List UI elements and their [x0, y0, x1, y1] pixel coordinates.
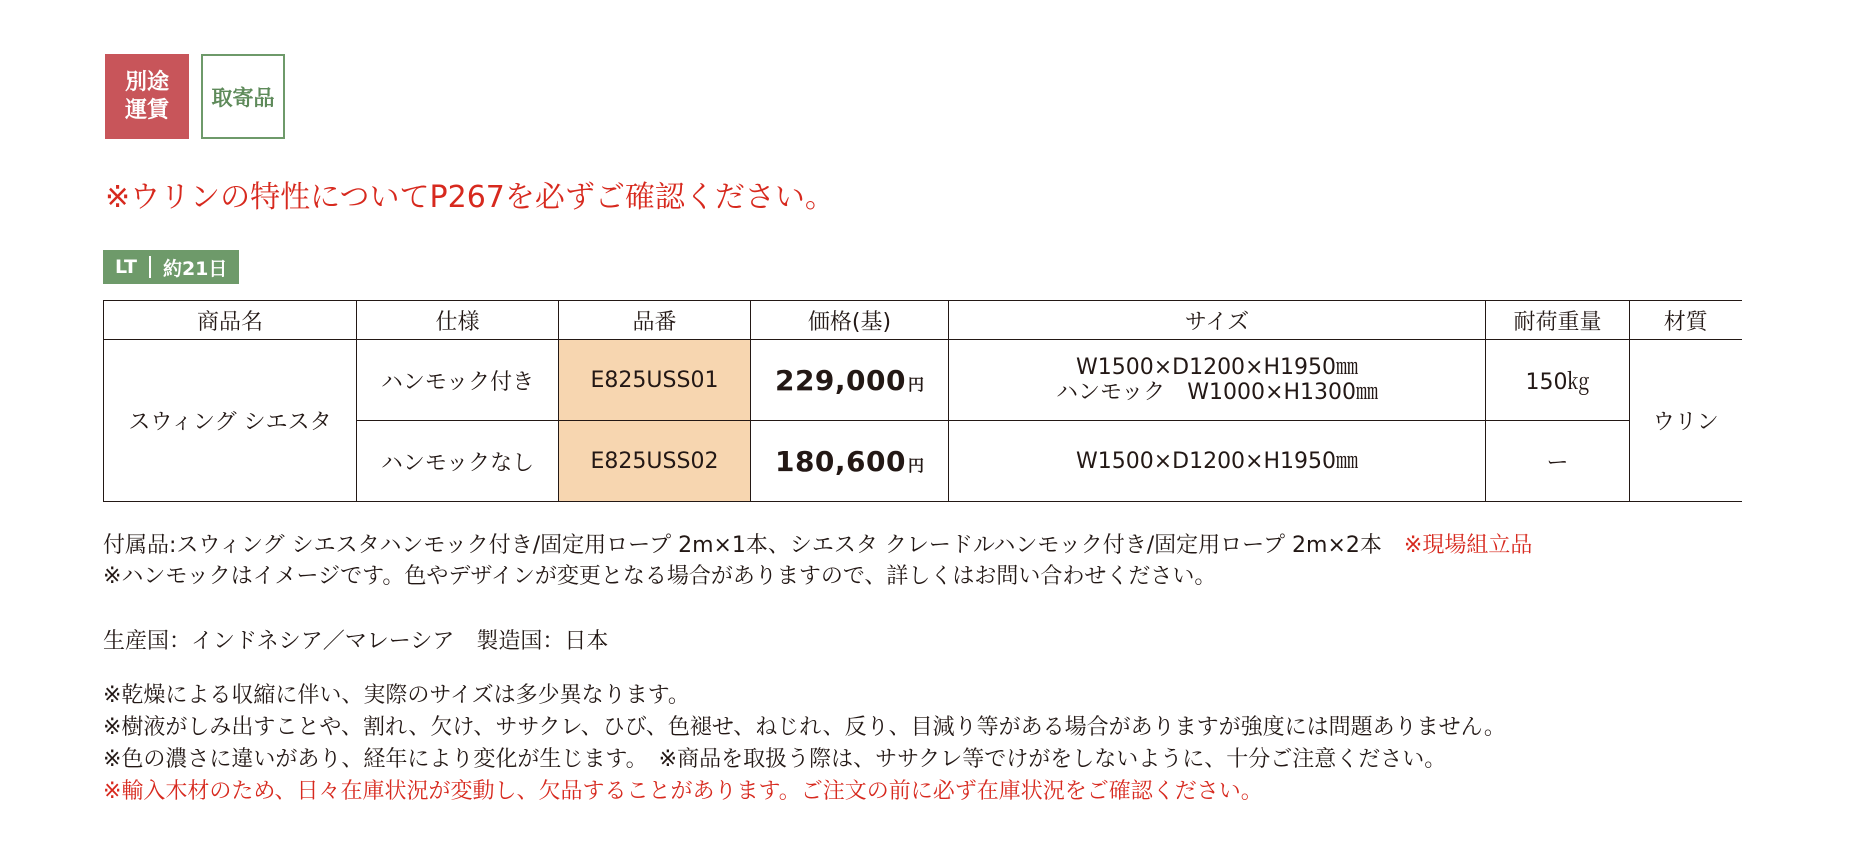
assembly-note: ※現場組立品 [1403, 533, 1533, 558]
accessories-note [103, 528, 1532, 559]
header-size: サイズ [949, 301, 1486, 340]
header-load: 耐荷重量 [1486, 301, 1630, 340]
size-line: W1500×D1200×H1950㎜ [1075, 448, 1359, 474]
lead-time-label: LT [115, 256, 137, 278]
spec-cell: ハンモックなし [357, 421, 559, 502]
price-value: 180,600 [774, 444, 906, 478]
size-line: W1500×D1200×H1950㎜ [1075, 355, 1359, 380]
material-cell: ウリン [1630, 340, 1742, 502]
table-row [104, 340, 1742, 421]
load-cell: ー [1486, 421, 1630, 502]
stock-warning: ※輸入木材のため、日々在庫状況が変動し、欠品することがあります。ご注文の前に必ず在庫状況をご確認ください。 [103, 779, 1263, 804]
caution-line: ※樹液がしみ出すことや、割れ、欠け、ササクレ、ひび、色褪せ、ねじれ、反り、目減り等がある場合がありますが強度には問題ありません。 [103, 715, 1506, 740]
price-cell [751, 340, 949, 421]
currency-unit: 円 [908, 374, 925, 394]
size-line-hammock: ハンモック W1000×H1300㎜ [1055, 380, 1379, 405]
product-spec-table [103, 300, 1742, 502]
header-code: 品番 [559, 301, 751, 340]
badge-line-2: 運賃 [124, 97, 169, 123]
lead-time-value: 約21日 [162, 257, 228, 280]
separate-shipping-badge [105, 54, 189, 139]
price-value: 229,000 [774, 363, 906, 397]
table-header-row [104, 301, 1742, 340]
size-cell [949, 421, 1486, 502]
code-cell: E825USS01 [559, 340, 751, 421]
load-cell: 150㎏ [1486, 340, 1630, 421]
header-price: 価格(基) [751, 301, 949, 340]
lead-time-divider [149, 256, 151, 278]
order-item-badge: 取寄品 [201, 54, 285, 139]
origin-note: 生産国：インドネシア／マレーシア 製造国：日本 [103, 629, 609, 654]
image-note: ※ハンモックはイメージです。色やデザインが変更となる場合がありますので、詳しくはお問い合わせください。 [103, 564, 1217, 589]
caution-line: ※色の濃さに違いがあり、経年により変化が生じます。 ※商品を取扱う際は、ササクレ等でけがをしないように、十分ご注意ください。 [103, 747, 1447, 772]
price-cell [751, 421, 949, 502]
badge-line-1: 別途 [124, 69, 169, 95]
accessories-text: 付属品:スウィング シエスタハンモック付き/固定用ロープ 2m×1本、シエスタ クレードルハンモック付き/固定用ロープ 2m×2本 [103, 533, 1382, 558]
size-cell [949, 340, 1486, 421]
header-spec: 仕様 [357, 301, 559, 340]
spec-cell: ハンモック付き [357, 340, 559, 421]
code-cell: E825USS02 [559, 421, 751, 502]
wood-notice: ※ウリンの特性についてP267を必ずご確認ください。 [105, 180, 835, 215]
lead-time-tag [103, 250, 239, 284]
header-material: 材質 [1630, 301, 1742, 340]
product-name-cell: スウィング シエスタ [104, 340, 357, 502]
header-product-name: 商品名 [104, 301, 357, 340]
caution-line: ※乾燥による収縮に伴い、実際のサイズは多少異なります。 [103, 683, 690, 708]
currency-unit: 円 [908, 455, 925, 475]
